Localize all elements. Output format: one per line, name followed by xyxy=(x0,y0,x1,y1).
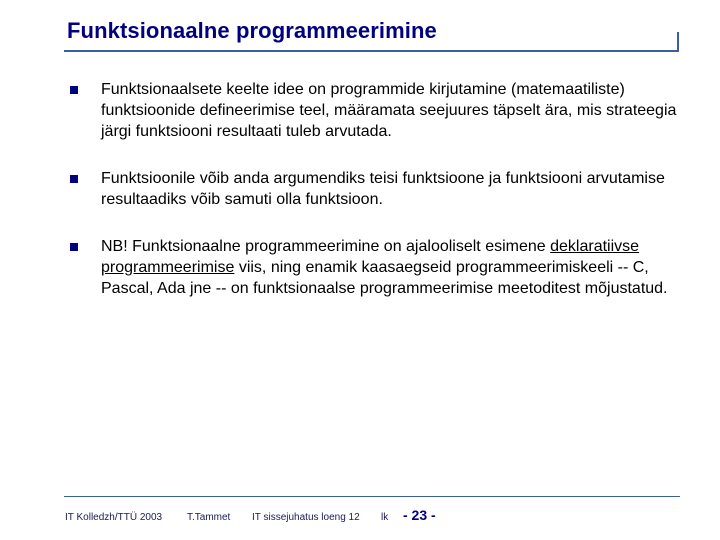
bullet-text-before: NB! Funktsionaalne programmeerimine on ajalooliselt esimene xyxy=(101,238,551,255)
title-divider-tick xyxy=(677,32,679,52)
bullet-text: Funktsionaalsete keelte idee on programmide kirjutamine (matemaatiliste) funktsioonide defineerimise teel, määramata seejuures täpselt ära, mis strateegia järgi funktsiooni resultaati tuleb arvutada. xyxy=(101,81,677,140)
bullet-item-1 xyxy=(70,79,690,142)
footer-author: T.Tammet xyxy=(187,512,231,523)
square-bullet-icon xyxy=(70,243,78,251)
square-bullet-icon xyxy=(70,175,78,183)
square-bullet-icon xyxy=(70,86,78,94)
bullet-item-2 xyxy=(70,168,690,210)
footer-page-number: - 23 - xyxy=(403,507,436,523)
slide-title: Funktsionaalne programmeerimine xyxy=(67,18,437,43)
footer-page-prefix: lk xyxy=(381,512,389,523)
bullet-item-3 xyxy=(70,236,690,299)
bullet-text-after: viis, ning enamik kaasaegseid programmeerimiskeeli -- C, Pascal, Ada jne -- on funktsionaalse programmeerimise meetoditest mõjustatud. xyxy=(101,259,668,297)
title-divider xyxy=(64,50,678,52)
bullet-list xyxy=(70,79,690,299)
bullet-text-emphasis: deklaratiivse programmeerimise xyxy=(101,238,640,276)
footer-course: IT sissejuhatus loeng 12 xyxy=(252,512,360,523)
footer-divider xyxy=(64,496,680,497)
footer-institution: IT Kolledzh/TTÜ 2003 xyxy=(65,512,163,523)
bullet-text: Funktsioonile võib anda argumendiks teisi funktsioone ja funktsiooni arvutamise resultaadiks võib samuti olla funktsioon. xyxy=(101,170,665,208)
